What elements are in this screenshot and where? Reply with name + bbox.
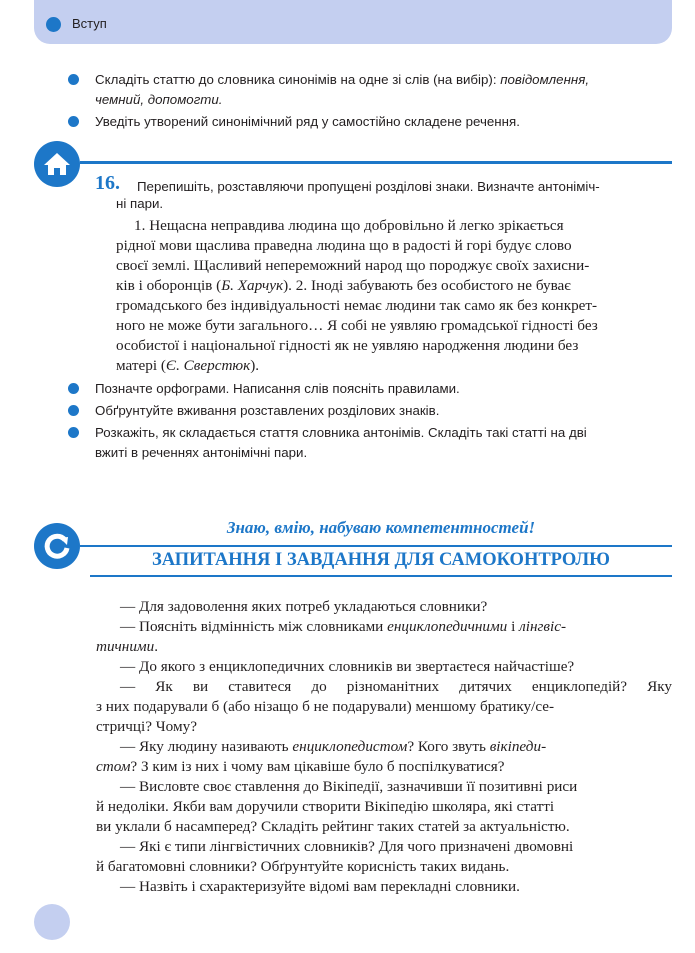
author-name: Є. Сверстюк [165,357,251,374]
task-instruction: Перепишіть, розставляючи пропущені розділові знаки. Визначте антоніміч- [137,179,600,194]
list-item-continuation [68,90,672,110]
self-control-icon [34,523,80,569]
bullet-text-italic: повідомлення, [500,72,590,87]
list-item [68,379,672,399]
exercise-line: особистої і національної гідності як не уявляю народження людини без [116,337,579,354]
task-instruction-cont: ні пари. [116,196,164,211]
bullet-text-italic: чемний, допомогти. [95,92,223,107]
question-line: — Яку людину називають енциклопедистом? Кого звуть вікіпеди- [120,738,547,755]
question-line: — Назвіть і схарактеризуйте відомі вам перекладні словники. [120,878,520,895]
exercise-line: своєї землі. Щасливий непереможний народ що породжує своїх захисни- [116,257,590,274]
bullet-text: Розкажіть, як складається стаття словника антонімів. Складіть такі статті на дві [95,425,587,440]
home-icon [34,141,80,187]
exercise-line: ків і оборонців (Б. Харчук). 2. Іноді забувають без особистого не буває [116,277,571,294]
exercise-line: 1. Нещасна неправдива людина що добровільно й легко зрікається [134,217,564,234]
exercise-line: матері (Є. Сверстюк). [116,357,260,374]
question-line: стом? З ким із них і чому вам цікавіше було б поспілкуватися? [96,758,505,775]
header-bullet-icon [46,17,61,32]
bullet-icon [68,383,79,394]
exercise-line: рідної мови щаслива праведна людина що в радості й горі будує слово [116,237,572,254]
question-line: — Для задоволення яких потреб укладаються словники? [120,598,488,615]
section-rule [80,545,672,547]
page-number-badge [34,904,70,940]
section-title-underline [90,575,672,577]
question-line: стричці? Чому? [96,718,197,735]
list-item [68,70,672,90]
home-icon-glyph [34,141,80,187]
exercise-line: громадського без індивідуальності немає людини так само як без конкрет- [116,297,598,314]
bullet-text: Позначте орфограми. Написання слів поясніть правилами. [95,381,460,396]
chapter-title: Вступ [72,16,107,31]
question-line: ви уклали б насамперед? Складіть рейтинг таких статей за актуальністю. [96,818,570,835]
list-item [68,112,672,132]
list-item-continuation [68,443,672,463]
bullet-text: Обґрунтуйте вживання розставлених розділових знаків. [95,403,440,418]
task-number: 16. [95,172,120,194]
section-rule [80,161,672,164]
bullet-icon [68,427,79,438]
section-subtitle: Знаю, вмію, набуваю компетентностей! [226,518,536,537]
bullet-text: Уведіть утворений синонімічний ряд у самостійно складене речення. [95,114,520,129]
question-line: й багатомовні словники? Обґрунтуйте корисність таких видань. [96,858,510,875]
question-line: з них подарували б (або нізащо б не подарували) меншому братику/се- [96,698,555,715]
bullet-icon [68,116,79,127]
question-line: — Поясніть відмінність між словниками енциклопедичними і лінгвіс- [120,618,567,635]
chapter-header-bar [34,0,672,44]
bullet-icon [68,405,79,416]
question-line: — Які є типи лінгвістичних словників? Для чого призначені двомовні [120,838,574,855]
exercise-line: ного не може бути загального… Я собі не уявляю громадської гідності без [116,317,598,334]
section-title: ЗАПИТАННЯ І ЗАВДАННЯ ДЛЯ САМОКОНТРОЛЮ [152,550,610,570]
author-name: Б. Харчук [221,277,284,294]
bullet-text: Складіть статтю до словника синонімів на одне зі слів (на вибір): [95,72,501,87]
question-line: й недоліки. Якби вам доручили створити Вікіпедію школяра, які статті [96,798,555,815]
bullet-icon [68,74,79,85]
question-line: — До якого з енциклопедичних словників ви звертаєтеся найчастіше? [120,658,575,675]
list-item [68,401,672,421]
refresh-icon [34,523,80,569]
question-line: тичними. [96,638,159,655]
question-line: — Висловте своє ставлення до Вікіпедії, зазначивши її позитивні риси [120,778,578,795]
bullet-text: вжиті в реченнях антонімічні пари. [95,445,308,460]
question-line: — Як ви ставитеся до різноманітних дитячих енциклопедій? Яку [120,678,672,695]
list-item [68,423,672,443]
